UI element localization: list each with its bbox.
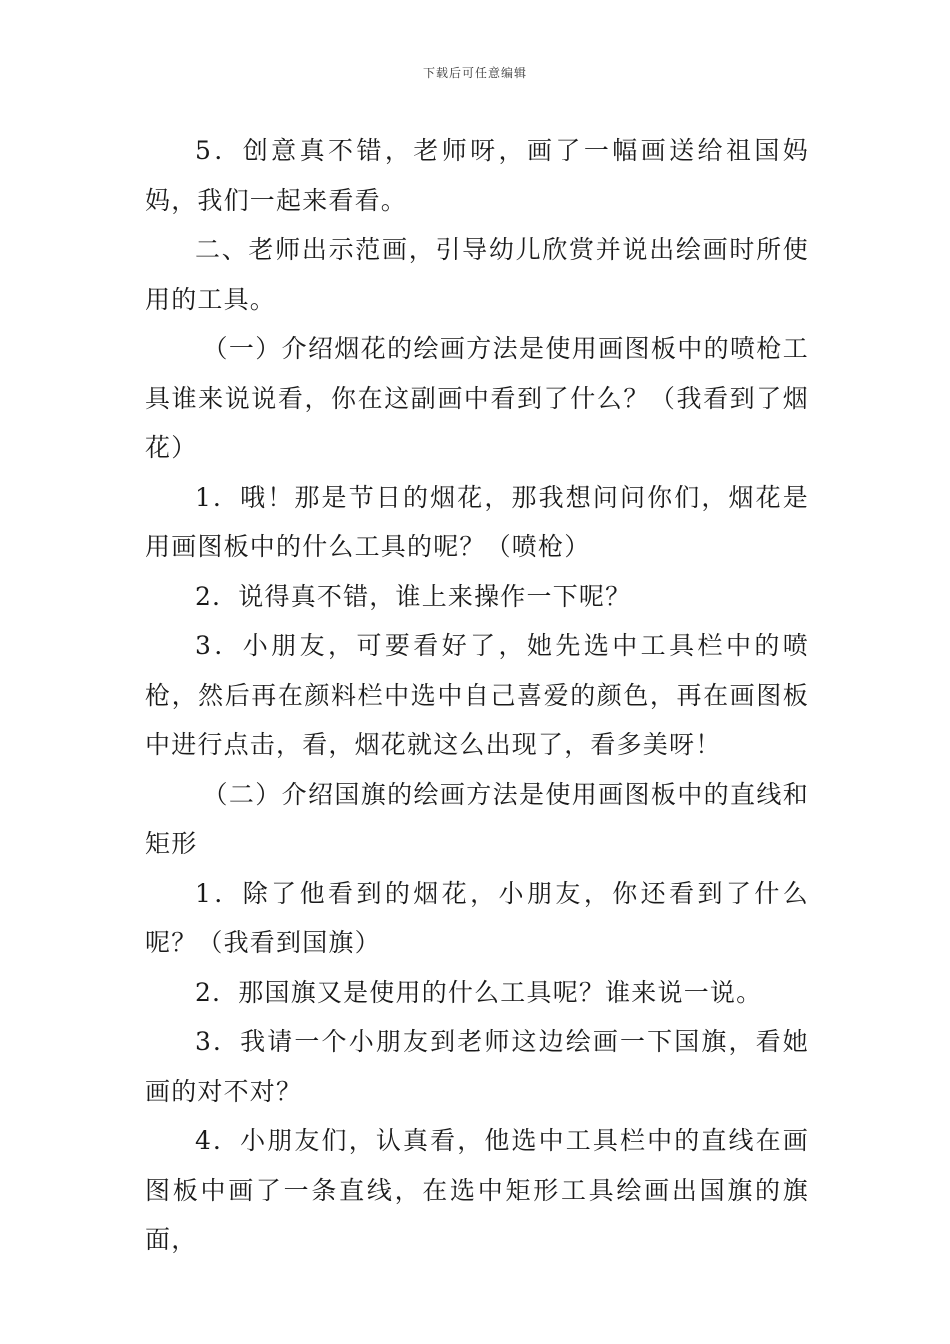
paragraph-fireworks-step-2: 2．说得真不错，谁上来操作一下呢？ xyxy=(195,581,632,611)
paragraph-step-5: 5．创意真不错，老师呀，画了一幅画送给祖国妈妈，我们一起来看看。 xyxy=(145,136,809,215)
paragraph-flag-intro: （二）介绍国旗的绘画方法是使用画图板中的直线和矩形 xyxy=(145,779,809,858)
paragraph-fireworks-step-3: 3．小朋友，可要看好了，她先选中工具栏中的喷枪，然后再在颜料栏中选中自己喜爱的颜色，再在画图板中进行点击，看，烟花就这么出现了，看多美呀！ xyxy=(145,631,809,759)
paragraph-flag-step-1: 1．除了他看到的烟花，小朋友，你还看到了什么呢？（我看到国旗） xyxy=(145,878,809,957)
paragraph-fireworks-step-1: 1．哦！那是节日的烟花，那我想问问你们，烟花是用画图板中的什么工具的呢？（喷枪） xyxy=(145,482,809,561)
paragraph-section-2-heading: 二、老师出示范画，引导幼儿欣赏并说出绘画时所使用的工具。 xyxy=(145,235,809,314)
document-body xyxy=(145,126,809,1265)
page-header: 下载后可任意编辑 xyxy=(422,66,527,80)
paragraph-flag-step-4: 4．小朋友们，认真看，他选中工具栏中的直线在画图板中画了一条直线，在选中矩形工具绘画出国旗的旗面， xyxy=(145,1126,809,1254)
paragraph-flag-step-3: 3．我请一个小朋友到老师这边绘画一下国旗，看她画的对不对？ xyxy=(145,1027,809,1106)
paragraph-flag-step-2: 2．那国旗又是使用的什么工具呢？谁来说一说。 xyxy=(195,977,763,1007)
paragraph-fireworks-intro: （一）介绍烟花的绘画方法是使用画图板中的喷枪工具谁来说说看，你在这副画中看到了什么？（我看到了烟花） xyxy=(145,334,809,462)
